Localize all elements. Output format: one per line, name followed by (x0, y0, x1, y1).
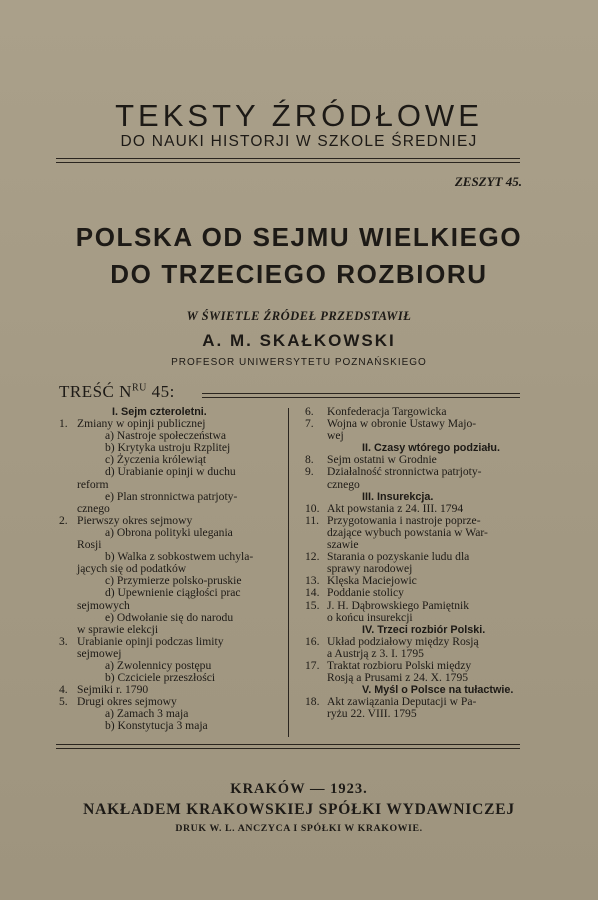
toc-entry-number: 17. (305, 658, 320, 672)
toc-entry-text: wej (327, 429, 344, 443)
toc-entry-text: Urabianie opinji podczas limity (77, 634, 224, 648)
toc-line (59, 600, 277, 612)
toc-entry-text: sprawy narodowej (327, 562, 413, 576)
toc-entry-number: 12. (305, 550, 320, 564)
toc-line (305, 479, 523, 491)
toc-entry-text: Poddanie stolicy (327, 586, 404, 600)
toc-line (305, 600, 523, 612)
toc-section-heading: I. Sejm czteroletni. (112, 406, 207, 418)
toc-entry-text: Pierwszy okres sejmowy (77, 513, 193, 527)
toc-entry-text: Klęska Maciejowic (327, 574, 417, 588)
toc-entry-text: o końcu insurekcji (327, 610, 413, 624)
toc-entry-text: Akt powstania z 24. III. 1794 (327, 501, 464, 515)
header-rule-bottom (56, 162, 520, 163)
toc-line (305, 430, 523, 442)
toc-entry-text: w sprawie elekcji (77, 622, 159, 636)
toc-entry-number: 13. (305, 574, 320, 588)
toc-entry-text: dzające wybuch powstania w War- (327, 525, 488, 539)
toc-entry-text: d) Urabianie opinji w duchu (105, 465, 236, 479)
toc-section-heading: IV. Trzeci rozbiór Polski. (362, 623, 486, 636)
toc-line (305, 587, 523, 599)
toc-entry-text: b) Czciciele przeszłości (105, 671, 216, 685)
toc-entry-number: 14. (305, 586, 320, 600)
toc-entry-text: szawie (327, 538, 359, 552)
author-role: PROFESOR UNIWERSYTETU POZNAŃSKIEGO (171, 357, 427, 368)
toc-entry-text: Drugi okres sejmowy (77, 695, 177, 709)
toc-entry-text: Traktat rozbioru Polski między (327, 658, 472, 672)
toc-entry-text: a) Obrona polityki ulegania (105, 525, 233, 539)
toc-entry-text: Akt zawiązania Deputacji w Pa- (327, 695, 477, 709)
byline-lead: W ŚWIETLE ŹRÓDEŁ PRZEDSTAWIŁ (186, 309, 412, 323)
toc-heading-prefix: TREŚĆ N (59, 382, 132, 401)
author-name: A. M. SKAŁKOWSKI (202, 331, 396, 350)
toc-entry-number: 10. (305, 501, 320, 515)
toc-heading (59, 382, 175, 402)
toc-entry-text: Układ podziałowy między Rosją (327, 634, 479, 648)
issue-number: ZESZYT 45. (454, 174, 522, 189)
toc-entry-text: jących się od podatków (77, 562, 187, 576)
toc-entry-number: 5. (59, 695, 68, 709)
toc-section-heading: III. Insurekcja. (362, 490, 434, 503)
printer: DRUK W. L. ANCZYCA I SPÓŁKI W KRAKOWIE. (175, 823, 423, 834)
toc-entry-text: d) Upewnienie ciągłości prac (105, 586, 241, 600)
toc-entry-text: Starania o pozyskanie ludu dla (327, 550, 470, 564)
toc-entry-number: 9. (305, 465, 314, 479)
toc-line (59, 587, 277, 599)
toc-entry-number: 8. (305, 453, 314, 467)
book-title-line-2: DO TRZECIEGO ROZBIORU (110, 259, 488, 289)
toc-entry-text: e) Plan stronnictwa patrjoty- (105, 489, 238, 503)
toc-entry-text: Sejmiki r. 1790 (77, 683, 149, 697)
toc-entry-number: 4. (59, 683, 68, 697)
toc-entry-text: Konfederacja Targowicka (327, 405, 447, 418)
toc-entry-text: a) Nastroje społeczeństwa (105, 429, 227, 443)
toc-entry-text: Zmiany w opinji publicznej (77, 417, 206, 431)
toc-entry-number: 1. (59, 417, 68, 431)
toc-entry-text: sejmowych (77, 598, 130, 612)
toc-entry-text: cznego (327, 477, 360, 491)
toc-entry-text: b) Konstytucja 3 maja (105, 719, 208, 733)
toc-entry-number: 2. (59, 513, 68, 527)
toc-entry-text: Sejm ostatni w Grodnie (327, 453, 437, 467)
toc-line (59, 624, 277, 636)
city-year: KRAKÓW — 1923. (230, 781, 368, 797)
book-title-line-1: POLSKA OD SEJMU WIELKIEGO (75, 222, 523, 252)
toc-entry-text: Rosji (77, 538, 102, 552)
toc-entry-text: Przygotowania i nastroje poprze- (327, 513, 481, 527)
series-subtitle: DO NAUKI HISTORJI W SZKOLE ŚREDNIEJ (120, 133, 478, 150)
toc-entry-number: 7. (305, 417, 314, 431)
toc-entry-text: a Austrją z 3. I. 1795 (327, 646, 424, 660)
toc-entry-text: c) Przymierze polsko-pruskie (105, 574, 242, 588)
toc-line (59, 720, 277, 732)
toc-entry-text: e) Odwołanie się do narodu (105, 610, 234, 624)
toc-line (305, 466, 523, 478)
toc-line (59, 612, 277, 624)
toc-line (59, 479, 277, 491)
toc-entry-text: J. H. Dąbrowskiego Pamiętnik (327, 598, 470, 612)
toc-entry-text: cznego (77, 501, 110, 515)
toc-heading-suffix: 45: (146, 382, 175, 401)
toc-line (305, 624, 523, 636)
toc-entry-text: c) Życzenia królewiąt (105, 453, 207, 467)
toc-heading-sup: RU (131, 382, 147, 394)
toc-rule-top (202, 393, 520, 394)
toc-entry-text: ryżu 22. VIII. 1795 (327, 707, 417, 721)
toc-line (305, 672, 523, 684)
toc-rule-bottom (202, 397, 520, 398)
header-rule-top (56, 158, 520, 159)
toc-line (305, 491, 523, 503)
toc-entry-number: 16. (305, 634, 320, 648)
toc-entry-text: a) Zamach 3 maja (105, 707, 189, 721)
toc-column-divider (288, 408, 289, 737)
toc-section-heading: II. Czasy wtórego podziału. (362, 442, 500, 455)
toc-entry-text: a) Zwolennicy postępu (105, 658, 212, 672)
toc-entry-number: 6. (305, 405, 314, 418)
footer-rule-top (56, 744, 520, 745)
publisher: NAKŁADEM KRAKOWSKIEJ SPÓŁKI WYDAWNICZEJ (83, 801, 515, 818)
toc-entry-text: sejmowej (77, 646, 122, 660)
toc-entry-number: 18. (305, 695, 320, 709)
toc-entry-text: Działalność stronnictwa patrjoty- (327, 465, 482, 479)
series-title: TEKSTY ŹRÓDŁOWE (115, 98, 483, 133)
toc-entry-text: Rosją a Prusami z 24. X. 1795 (327, 671, 469, 685)
toc-entry-text: b) Krytyka ustroju Rzplitej (105, 441, 231, 455)
toc-line (59, 491, 277, 503)
toc-entry-number: 15. (305, 598, 320, 612)
toc-entry-text: Wojna w obronie Ustawy Majo- (327, 417, 477, 431)
toc-entry-number: 11. (305, 513, 320, 527)
footer-rule-bottom (56, 748, 520, 749)
toc-entry-number: 3. (59, 634, 68, 648)
toc-left-column (59, 406, 277, 733)
toc-section-heading: V. Myśl o Polsce na tułactwie. (362, 684, 514, 697)
toc-entry-text: reform (77, 477, 109, 491)
toc-line (305, 612, 523, 624)
toc-entry-text: b) Walka z sobkostwem uchyla- (105, 550, 254, 564)
toc-right-column (305, 406, 523, 720)
toc-line (305, 708, 523, 720)
toc-line (59, 466, 277, 478)
